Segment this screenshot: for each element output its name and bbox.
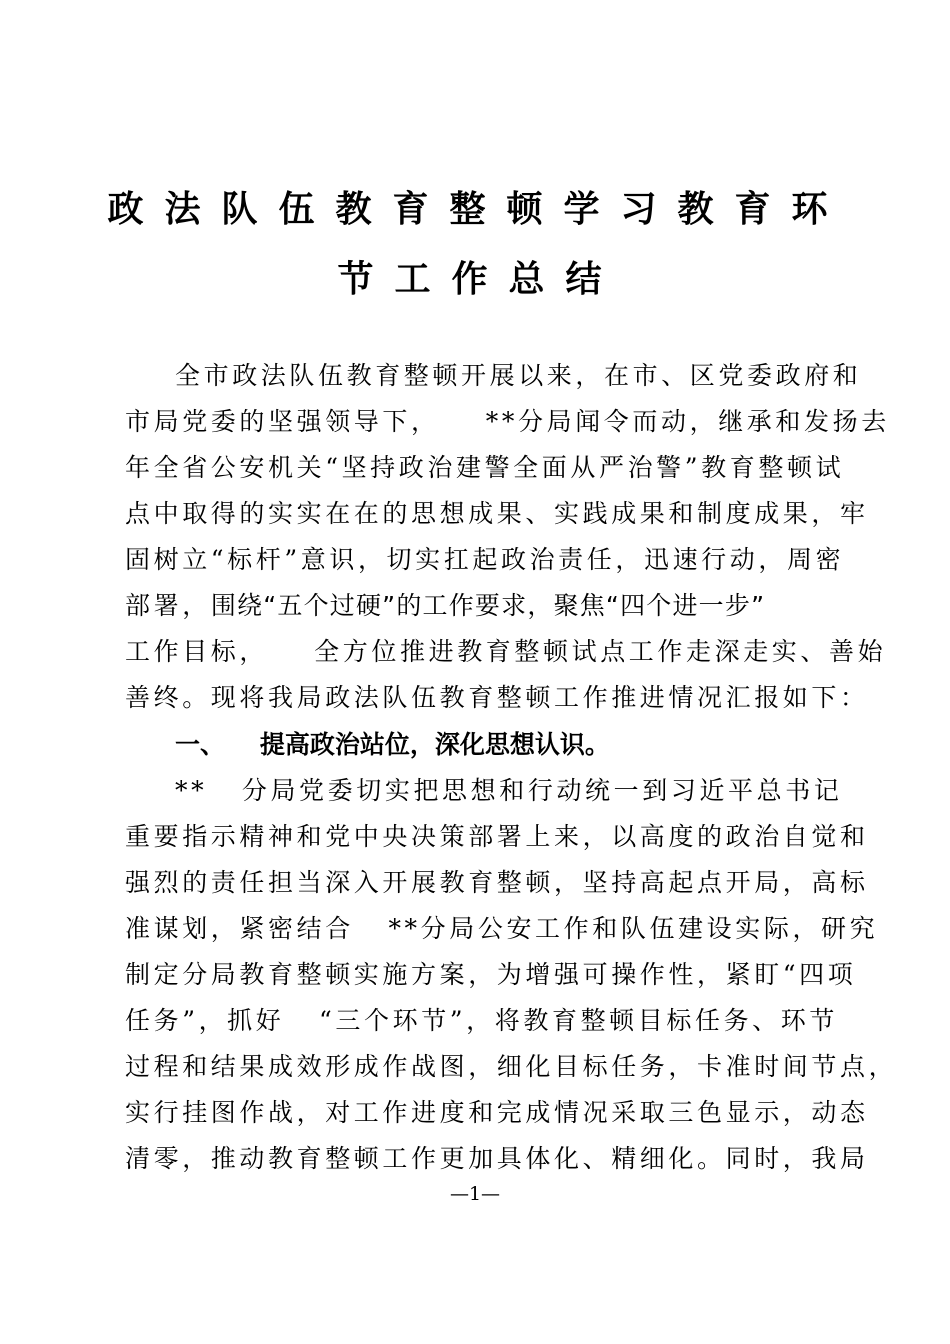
section-1-line-3: 强烈的责任担当深入开展教育整顿，坚持高起点开局，高标	[125, 868, 869, 897]
section-1-line-9: 清零，推动教育整顿工作更加具体化、精细化。同时，我局	[125, 1144, 869, 1173]
section-1-line-2: 重要指示精神和党中央决策部署上来，以高度的政治自觉和	[125, 822, 869, 851]
section-1-line-5: 制定分局教育整顿实施方案，为增强可操作性，紧盯“四项	[125, 960, 857, 989]
document-title-line-2: 节工作总结	[337, 259, 623, 300]
section-1-line-6: 任务”，抓好 “三个环节”，将教育整顿目标任务、环节	[125, 1006, 838, 1035]
intro-line-7: 工作目标， 全方位推进教育整顿试点工作走深走实、善始	[125, 637, 887, 666]
intro-line-8: 善终。现将我局政法队伍教育整顿工作推进情况汇报如下：	[125, 683, 869, 712]
intro-line-6	[125, 583, 765, 629]
section-1-line-4: 准谋划，紧密结合 **分局公安工作和队伍建设实际，研究	[125, 914, 879, 943]
intro-line-6-part-1: 部署，	[125, 591, 211, 620]
section-1-line-1: ** 分局党委切实把思想和行动统一到习近平总书记	[175, 776, 843, 805]
document-title-line-1: 政法队伍教育整顿学习教育环	[107, 189, 849, 230]
intro-line-4: 点中取得的实实在在的思想成果、实践成果和制度成果，牢	[125, 499, 869, 528]
intro-line-5: 固树立“标杆”意识，切实扛起政治责任，迅速行动，周密	[125, 545, 845, 574]
page-number: —1—	[449, 1183, 501, 1205]
intro-line-1: 全市政法队伍教育整顿开展以来，在市、区党委政府和	[175, 361, 862, 390]
intro-line-3: 年全省公安机关“坚持政治建警全面从严治警”教育整顿试	[125, 453, 845, 482]
intro-line-6-part-2: 围绕“五个过硬”的工作要求，聚焦“四个进一步”	[210, 591, 766, 620]
section-1-line-7: 过程和结果成效形成作战图，细化目标任务，卡准时间节点，	[125, 1052, 898, 1081]
intro-line-2: 市局党委的坚强领导下， **分局闻令而动，继承和发扬去	[125, 407, 890, 436]
section-1-line-8: 实行挂图作战，对工作进度和完成情况采取三色显示，动态	[125, 1098, 869, 1127]
section-1-heading: 一、 提高政治站位，深化思想认识。	[175, 730, 610, 759]
